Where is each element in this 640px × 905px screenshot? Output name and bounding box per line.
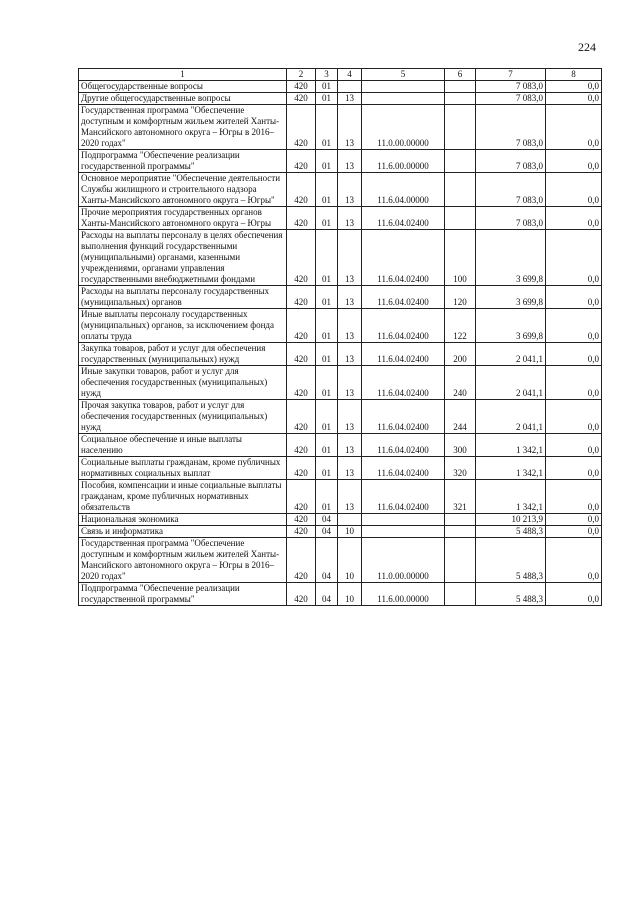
- row-amount: 7 083,0: [476, 150, 546, 173]
- table-row: [79, 286, 602, 309]
- table-row: [79, 434, 602, 457]
- row-percent: 0,0: [546, 309, 602, 343]
- row-program: [362, 81, 445, 93]
- row-program: 11.6.04.02400: [362, 480, 445, 514]
- row-expense-type: [445, 105, 476, 150]
- row-name: Расходы на выплаты персоналу государственных (муниципальных) органов: [79, 286, 287, 309]
- row-subsection: 13: [338, 457, 362, 480]
- row-name: Иные закупки товаров, работ и услуг для обеспечения государственных (муниципальных) нужд: [79, 366, 287, 400]
- column-header: 2: [287, 69, 316, 81]
- row-program: 11.6.00.00000: [362, 583, 445, 606]
- row-percent: 0,0: [546, 366, 602, 400]
- row-subsection: 13: [338, 400, 362, 434]
- table-header-row: [79, 69, 602, 81]
- column-header: 7: [476, 69, 546, 81]
- row-amount: 2 041,1: [476, 343, 546, 366]
- table-row: [79, 366, 602, 400]
- row-code: 420: [287, 150, 316, 173]
- row-percent: 0,0: [546, 81, 602, 93]
- row-section: 01: [316, 150, 338, 173]
- row-percent: 0,0: [546, 538, 602, 583]
- row-name: Расходы на выплаты персоналу в целях обеспечения выполнения функций государственными (муниципальными) органами, казенными учреждениями, органами управления государственными внебюджетными фондами: [79, 230, 287, 286]
- row-name: Иные выплаты персоналу государственных (муниципальных) органов, за исключением фонда оплаты труда: [79, 309, 287, 343]
- table-row: [79, 400, 602, 434]
- row-expense-type: 200: [445, 343, 476, 366]
- row-expense-type: 300: [445, 434, 476, 457]
- row-program: 11.6.04.02400: [362, 366, 445, 400]
- column-header: 3: [316, 69, 338, 81]
- row-section: 01: [316, 366, 338, 400]
- table-row: [79, 526, 602, 538]
- row-program: 11.6.04.02400: [362, 343, 445, 366]
- row-section: 01: [316, 457, 338, 480]
- column-header: 5: [362, 69, 445, 81]
- row-name: Социальное обеспечение и иные выплаты населению: [79, 434, 287, 457]
- table-row: [79, 173, 602, 207]
- row-amount: 5 488,3: [476, 583, 546, 606]
- row-section: 01: [316, 207, 338, 230]
- row-code: 420: [287, 480, 316, 514]
- column-header: 4: [338, 69, 362, 81]
- column-header: 8: [546, 69, 602, 81]
- row-expense-type: [445, 207, 476, 230]
- table-row: [79, 457, 602, 480]
- column-header: 6: [445, 69, 476, 81]
- row-amount: 7 083,0: [476, 93, 546, 105]
- row-subsection: 13: [338, 480, 362, 514]
- row-section: 01: [316, 343, 338, 366]
- row-subsection: 13: [338, 343, 362, 366]
- row-subsection: 10: [338, 526, 362, 538]
- row-amount: 3 699,8: [476, 230, 546, 286]
- row-subsection: 10: [338, 538, 362, 583]
- row-code: 420: [287, 538, 316, 583]
- table-row: [79, 309, 602, 343]
- row-name: Прочая закупка товаров, работ и услуг для обеспечения государственных (муниципальных) нужд: [79, 400, 287, 434]
- row-code: 420: [287, 434, 316, 457]
- table-row: [79, 230, 602, 286]
- row-name: Государственная программа "Обеспечение доступным и комфортным жильем жителей Ханты-Мансийского автономного округа – Югры в 2016–2020 годах": [79, 538, 287, 583]
- row-name: Подпрограмма "Обеспечение реализации государственной программы": [79, 583, 287, 606]
- row-section: 01: [316, 480, 338, 514]
- row-name: Другие общегосударственные вопросы: [79, 93, 287, 105]
- row-program: 11.0.00.00000: [362, 538, 445, 583]
- row-program: 11.6.04.02400: [362, 286, 445, 309]
- row-subsection: 13: [338, 150, 362, 173]
- row-expense-type: 320: [445, 457, 476, 480]
- budget-table: [78, 68, 602, 606]
- row-amount: 3 699,8: [476, 309, 546, 343]
- row-subsection: 10: [338, 583, 362, 606]
- row-section: 01: [316, 286, 338, 309]
- row-section: 04: [316, 514, 338, 526]
- row-percent: 0,0: [546, 583, 602, 606]
- row-amount: 5 488,3: [476, 526, 546, 538]
- row-subsection: 13: [338, 366, 362, 400]
- row-expense-type: [445, 526, 476, 538]
- row-code: 420: [287, 309, 316, 343]
- row-section: 01: [316, 93, 338, 105]
- row-name: Общегосударственные вопросы: [79, 81, 287, 93]
- row-amount: 10 213,9: [476, 514, 546, 526]
- row-expense-type: 120: [445, 286, 476, 309]
- table-row: [79, 150, 602, 173]
- row-expense-type: [445, 538, 476, 583]
- row-section: 01: [316, 81, 338, 93]
- row-percent: 0,0: [546, 480, 602, 514]
- row-expense-type: 244: [445, 400, 476, 434]
- row-program: 11.6.04.02400: [362, 230, 445, 286]
- row-code: 420: [287, 286, 316, 309]
- row-program: [362, 514, 445, 526]
- row-name: Закупка товаров, работ и услуг для обеспечения государственных (муниципальных) нужд: [79, 343, 287, 366]
- row-percent: 0,0: [546, 207, 602, 230]
- row-amount: 7 083,0: [476, 173, 546, 207]
- row-expense-type: 321: [445, 480, 476, 514]
- row-subsection: 13: [338, 230, 362, 286]
- row-subsection: 13: [338, 434, 362, 457]
- row-code: 420: [287, 400, 316, 434]
- row-code: 420: [287, 230, 316, 286]
- row-code: 420: [287, 514, 316, 526]
- row-subsection: [338, 514, 362, 526]
- table-row: [79, 105, 602, 150]
- row-amount: 7 083,0: [476, 105, 546, 150]
- row-section: 04: [316, 538, 338, 583]
- row-subsection: 13: [338, 286, 362, 309]
- row-code: 420: [287, 343, 316, 366]
- row-amount: 1 342,1: [476, 480, 546, 514]
- row-program: 11.6.04.02400: [362, 434, 445, 457]
- row-amount: 1 342,1: [476, 457, 546, 480]
- row-percent: 0,0: [546, 343, 602, 366]
- row-percent: 0,0: [546, 173, 602, 207]
- row-percent: 0,0: [546, 457, 602, 480]
- row-program: 11.6.04.02400: [362, 309, 445, 343]
- row-program: 11.0.00.00000: [362, 105, 445, 150]
- row-code: 420: [287, 93, 316, 105]
- row-code: 420: [287, 173, 316, 207]
- row-code: 420: [287, 366, 316, 400]
- row-name: Основное мероприятие "Обеспечение деятельности Службы жилищного и строительного надзора Ханты-Мансийского автономного округа – Югры": [79, 173, 287, 207]
- row-expense-type: [445, 93, 476, 105]
- row-name: Прочие мероприятия государственных органов Ханты-Мансийского автономного округа – Югры: [79, 207, 287, 230]
- row-program: [362, 93, 445, 105]
- row-percent: 0,0: [546, 400, 602, 434]
- row-percent: 0,0: [546, 514, 602, 526]
- row-expense-type: 240: [445, 366, 476, 400]
- table-row: [79, 480, 602, 514]
- row-expense-type: [445, 81, 476, 93]
- row-expense-type: 100: [445, 230, 476, 286]
- row-amount: 1 342,1: [476, 434, 546, 457]
- table-row: [79, 207, 602, 230]
- row-subsection: 13: [338, 207, 362, 230]
- row-program: 11.6.00.00000: [362, 150, 445, 173]
- row-code: 420: [287, 526, 316, 538]
- row-program: 11.6.04.02400: [362, 207, 445, 230]
- row-program: 11.6.04.02400: [362, 457, 445, 480]
- row-amount: 3 699,8: [476, 286, 546, 309]
- row-section: 04: [316, 526, 338, 538]
- row-program: [362, 526, 445, 538]
- row-percent: 0,0: [546, 105, 602, 150]
- table-row: [79, 343, 602, 366]
- row-code: 420: [287, 81, 316, 93]
- row-expense-type: 122: [445, 309, 476, 343]
- row-expense-type: [445, 173, 476, 207]
- row-subsection: [338, 81, 362, 93]
- page-number: 224: [578, 40, 596, 54]
- row-percent: 0,0: [546, 434, 602, 457]
- row-name: Пособия, компенсации и иные социальные выплаты гражданам, кроме публичных нормативных обязательств: [79, 480, 287, 514]
- table-row: [79, 93, 602, 105]
- row-section: 04: [316, 583, 338, 606]
- row-program: 11.6.04.00000: [362, 173, 445, 207]
- row-code: 420: [287, 583, 316, 606]
- row-percent: 0,0: [546, 230, 602, 286]
- row-section: 01: [316, 400, 338, 434]
- row-code: 420: [287, 105, 316, 150]
- row-amount: 2 041,1: [476, 400, 546, 434]
- row-section: 01: [316, 173, 338, 207]
- row-section: 01: [316, 105, 338, 150]
- row-percent: 0,0: [546, 286, 602, 309]
- table-row: [79, 583, 602, 606]
- row-program: 11.6.04.02400: [362, 400, 445, 434]
- row-name: Связь и информатика: [79, 526, 287, 538]
- row-amount: 5 488,3: [476, 538, 546, 583]
- table-row: [79, 514, 602, 526]
- row-name: Государственная программа "Обеспечение доступным и комфортным жильем жителей Ханты-Мансийского автономного округа – Югры в 2016–2020 годах": [79, 105, 287, 150]
- row-subsection: 13: [338, 309, 362, 343]
- row-percent: 0,0: [546, 526, 602, 538]
- column-header: 1: [79, 69, 287, 81]
- row-amount: 7 083,0: [476, 207, 546, 230]
- row-name: Подпрограмма "Обеспечение реализации государственной программы": [79, 150, 287, 173]
- row-percent: 0,0: [546, 150, 602, 173]
- row-expense-type: [445, 583, 476, 606]
- row-amount: 2 041,1: [476, 366, 546, 400]
- row-subsection: 13: [338, 105, 362, 150]
- row-percent: 0,0: [546, 93, 602, 105]
- row-name: Национальная экономика: [79, 514, 287, 526]
- row-subsection: 13: [338, 93, 362, 105]
- row-subsection: 13: [338, 173, 362, 207]
- table-row: [79, 81, 602, 93]
- row-code: 420: [287, 457, 316, 480]
- row-name: Социальные выплаты гражданам, кроме публичных нормативных социальных выплат: [79, 457, 287, 480]
- row-code: 420: [287, 207, 316, 230]
- table-row: [79, 538, 602, 583]
- row-expense-type: [445, 150, 476, 173]
- row-expense-type: [445, 514, 476, 526]
- row-section: 01: [316, 434, 338, 457]
- row-section: 01: [316, 309, 338, 343]
- row-amount: 7 083,0: [476, 81, 546, 93]
- row-section: 01: [316, 230, 338, 286]
